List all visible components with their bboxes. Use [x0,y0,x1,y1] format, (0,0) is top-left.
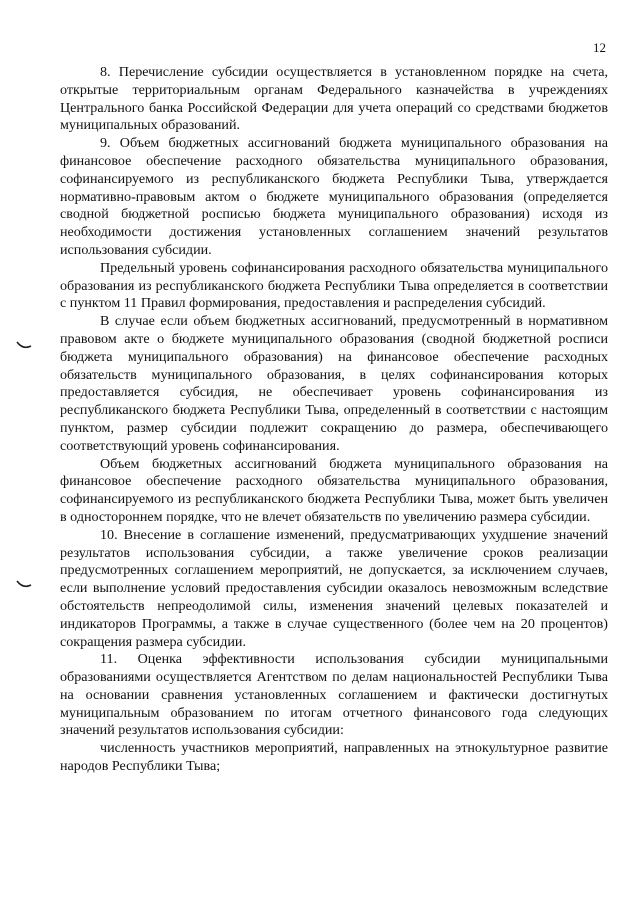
page-number: 12 [593,40,606,55]
document-body [60,64,608,776]
paragraph: 8. Перечисление субсидии осуществляется в установленном порядке на счета, открытые территориальным органам Федерального казначейства в учреждениях Центрального банка Российской Федерации для учета операций со средствами бюджетов муниципальных образований. [60,64,608,134]
margin-mark [16,340,32,350]
margin-mark [16,579,32,589]
paragraph: 9. Объем бюджетных ассигнований бюджета муниципального образования на финансовое обеспечение расходного обязательства муниципального образования, софинансируемого из республиканского бюджета Республики Тыва, утверждается нормативно-правовым актом о бюджете муниципального образования (определяется сводной бюджетной росписью бюджета муниципального образования) исходя из необходимости достижения установленных соглашением значений результатов использования субсидии. [60,135,608,258]
paragraph: В случае если объем бюджетных ассигнований, предусмотренный в нормативном правовом акте о бюджете муниципального образования (сводной бюджетной росписи бюджета муниципального образования) на финансовое обеспечение расходных обязательств муниципального образования, в целях софинансирования которых предоставляется субсидия, не обеспечивает уровень софинансирования из республиканского бюджета Республики Тыва, определенный в соответствии с настоящим пунктом, размер субсидии подлежит сокращению до размера, обеспечивающего соответствующий уровень софинансирования. [60,313,608,454]
paragraph: численность участников мероприятий, направленных на этнокультурное развитие народов Республики Тыва; [60,740,608,775]
paragraph: 11. Оценка эффективности использования субсидии муниципальными образованиями осуществляется Агентством по делам национальностей Республики Тыва на основании сравнения установленных соглашением и фактически достигнутых муниципальным образованием по итогам отчетного финансового года следующих значений результатов использования субсидии: [60,651,608,739]
paragraph: 10. Внесение в соглашение изменений, предусматривающих ухудшение значений результатов использования субсидии, а также увеличение сроков реализации предусмотренных соглашением мероприятий, не допускается, за исключением случаев, если выполнение условий предоставления субсидии оказалось невозможным вследствие обстоятельств непреодолимой силы, изменения значений целевых показателей и индикаторов Программы, а также в случае существенного (более чем на 20 процентов) сокращения размера субсидии. [60,526,608,650]
paragraph: Объем бюджетных ассигнований бюджета муниципального образования на финансовое обеспечение расходного обязательства муниципального образования, софинансируемого из республиканского бюджета Республики Тыва, может быть увеличен в одностороннем порядке, что не влечет обязательств по увеличению размера субсидии. [60,455,608,525]
paragraph: Предельный уровень софинансирования расходного обязательства муниципального образования из республиканского бюджета Республики Тыва определяется в соответствии с пунктом 11 Правил формирования, предоставления и распределения субсидий. [60,259,608,312]
